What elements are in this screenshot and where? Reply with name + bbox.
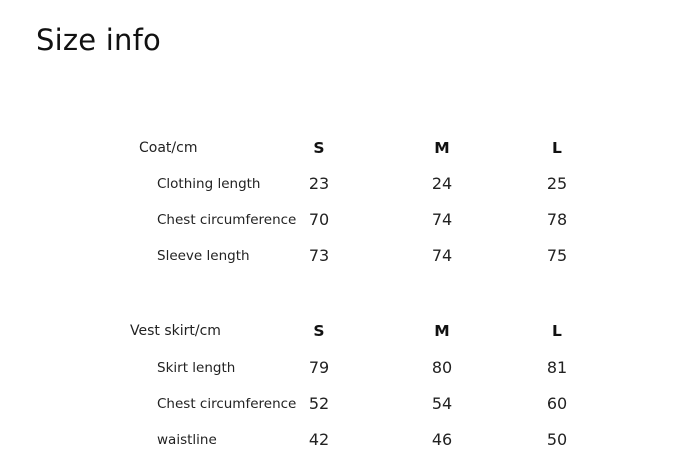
value-s: 42: [308, 430, 330, 449]
size-header-l: L: [552, 322, 562, 340]
value-s: 73: [308, 246, 330, 265]
size-header-l: L: [552, 139, 562, 157]
size-header-s: S: [313, 322, 325, 340]
table-row: [0, 356, 686, 380]
table-row: [0, 244, 686, 268]
value-l: 75: [546, 246, 568, 265]
value-l: 60: [546, 394, 568, 413]
value-m: 74: [431, 210, 453, 229]
value-s: 79: [308, 358, 330, 377]
row-label: Chest circumference: [157, 212, 297, 228]
size-header-m: M: [434, 322, 450, 340]
table-row: [0, 208, 686, 232]
size-header-m: M: [434, 139, 450, 157]
value-s: 52: [308, 394, 330, 413]
row-label: Sleeve length: [157, 248, 250, 264]
value-l: 25: [546, 174, 568, 193]
value-s: 70: [308, 210, 330, 229]
value-m: 74: [431, 246, 453, 265]
row-label: waistline: [157, 432, 217, 448]
size-header-s: S: [313, 139, 325, 157]
row-label: Clothing length: [157, 176, 261, 192]
table-row: [0, 172, 686, 196]
value-m: 80: [431, 358, 453, 377]
table-row: [0, 392, 686, 416]
table-header-row: [0, 136, 686, 160]
value-l: 50: [546, 430, 568, 449]
row-label: Chest circumference: [157, 396, 297, 412]
value-m: 24: [431, 174, 453, 193]
value-m: 46: [431, 430, 453, 449]
page-title: Size info: [36, 23, 161, 57]
value-m: 54: [431, 394, 453, 413]
group-label: Coat/cm: [139, 140, 198, 156]
table-row: [0, 428, 686, 452]
value-l: 78: [546, 210, 568, 229]
value-s: 23: [308, 174, 330, 193]
table-header-row: [0, 319, 686, 343]
row-label: Skirt length: [157, 360, 236, 376]
group-label: Vest skirt/cm: [130, 323, 221, 339]
value-l: 81: [546, 358, 568, 377]
